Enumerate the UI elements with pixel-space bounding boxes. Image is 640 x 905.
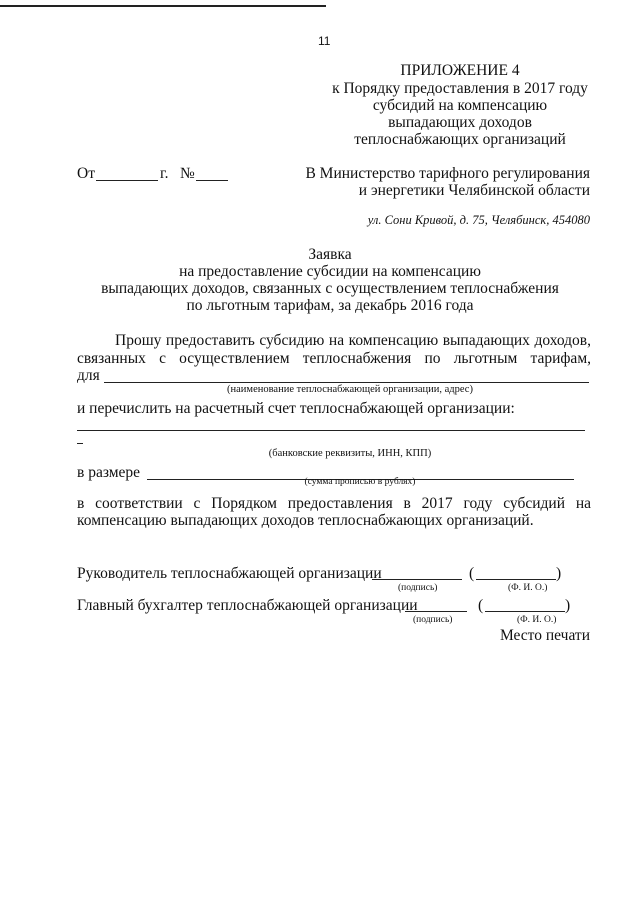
number-label: №: [180, 165, 195, 182]
page-number: 11: [318, 34, 331, 48]
for-label: для: [77, 367, 100, 384]
accountant-name-caption: (Ф. И. О.): [517, 615, 557, 625]
conformity-line-1: в соответствии с Порядком предоставления в 2017 году субсидий на: [77, 495, 591, 512]
transfer-line: и перечислить на расчетный счет теплоснабжающей организации:: [77, 400, 515, 417]
bank-details-blank: [77, 430, 585, 431]
appendix-line-2: субсидий на компенсацию: [372, 97, 548, 114]
addressee-line-2: и энергетики Челябинской области: [358, 182, 590, 199]
from-label: От: [77, 165, 95, 182]
heading-line-3: по льготным тарифам, за декабрь 2016 года: [186, 297, 474, 314]
head-name-blank: [476, 579, 556, 580]
heading-line-2: выпадающих доходов, связанных с осуществлением теплоснабжения: [101, 280, 559, 297]
accountant-name-open-paren: (: [478, 597, 484, 614]
head-signature-label: Руководитель теплоснабжающей организации: [77, 565, 382, 582]
appendix-line-1: к Порядку предоставления в 2017 году: [332, 80, 588, 97]
accountant-name-blank: [485, 611, 565, 612]
bank-details-blank-stub: [77, 443, 83, 444]
conformity-line-2: компенсацию выпадающих доходов теплоснабжающих организаций.: [77, 512, 534, 529]
addressee-line-1: В Министерство тарифного регулирования: [305, 165, 590, 182]
accountant-name-close-paren: ): [565, 597, 571, 614]
year-label: г.: [160, 165, 169, 182]
number-blank: [196, 180, 228, 181]
bank-caption: (банковские реквизиты, ИНН, КПП): [268, 448, 432, 459]
date-blank: [96, 180, 158, 181]
appendix-title: ПРИЛОЖЕНИЕ 4: [400, 62, 520, 79]
appendix-line-3: выпадающих доходов: [388, 114, 532, 131]
request-line-2: связанных с осуществлением теплоснабжения по льготным тарифам,: [77, 350, 591, 367]
amount-label: в размере: [77, 464, 141, 481]
head-name-open-paren: (: [469, 565, 475, 582]
accountant-signature-label: Главный бухгалтер теплоснабжающей организации: [77, 597, 418, 614]
document-title: Заявка: [308, 246, 352, 263]
accountant-signature-caption: (подпись): [413, 615, 453, 625]
request-line-1: Прошу предоставить субсидию на компенсацию выпадающих доходов,: [115, 332, 591, 349]
head-name-caption: (Ф. И. О.): [508, 583, 548, 593]
addressee-address: ул. Сони Кривой, д. 75, Челябинск, 454080: [367, 213, 590, 227]
head-signature-caption: (подпись): [398, 583, 438, 593]
appendix-line-4: теплоснабжающих организаций: [354, 131, 566, 148]
scan-top-rule: [0, 5, 326, 7]
organization-caption: (наименование теплоснабжающей организации, адрес): [227, 384, 473, 395]
accountant-signature-blank: [405, 611, 467, 612]
amount-caption: (сумма прописью в рублях): [304, 477, 416, 487]
head-name-close-paren: ): [556, 565, 562, 582]
seal-place: Место печати: [499, 627, 590, 644]
head-signature-blank: [372, 579, 462, 580]
heading-line-1: на предоставление субсидии на компенсацию: [179, 263, 481, 280]
organization-blank: [104, 382, 589, 383]
